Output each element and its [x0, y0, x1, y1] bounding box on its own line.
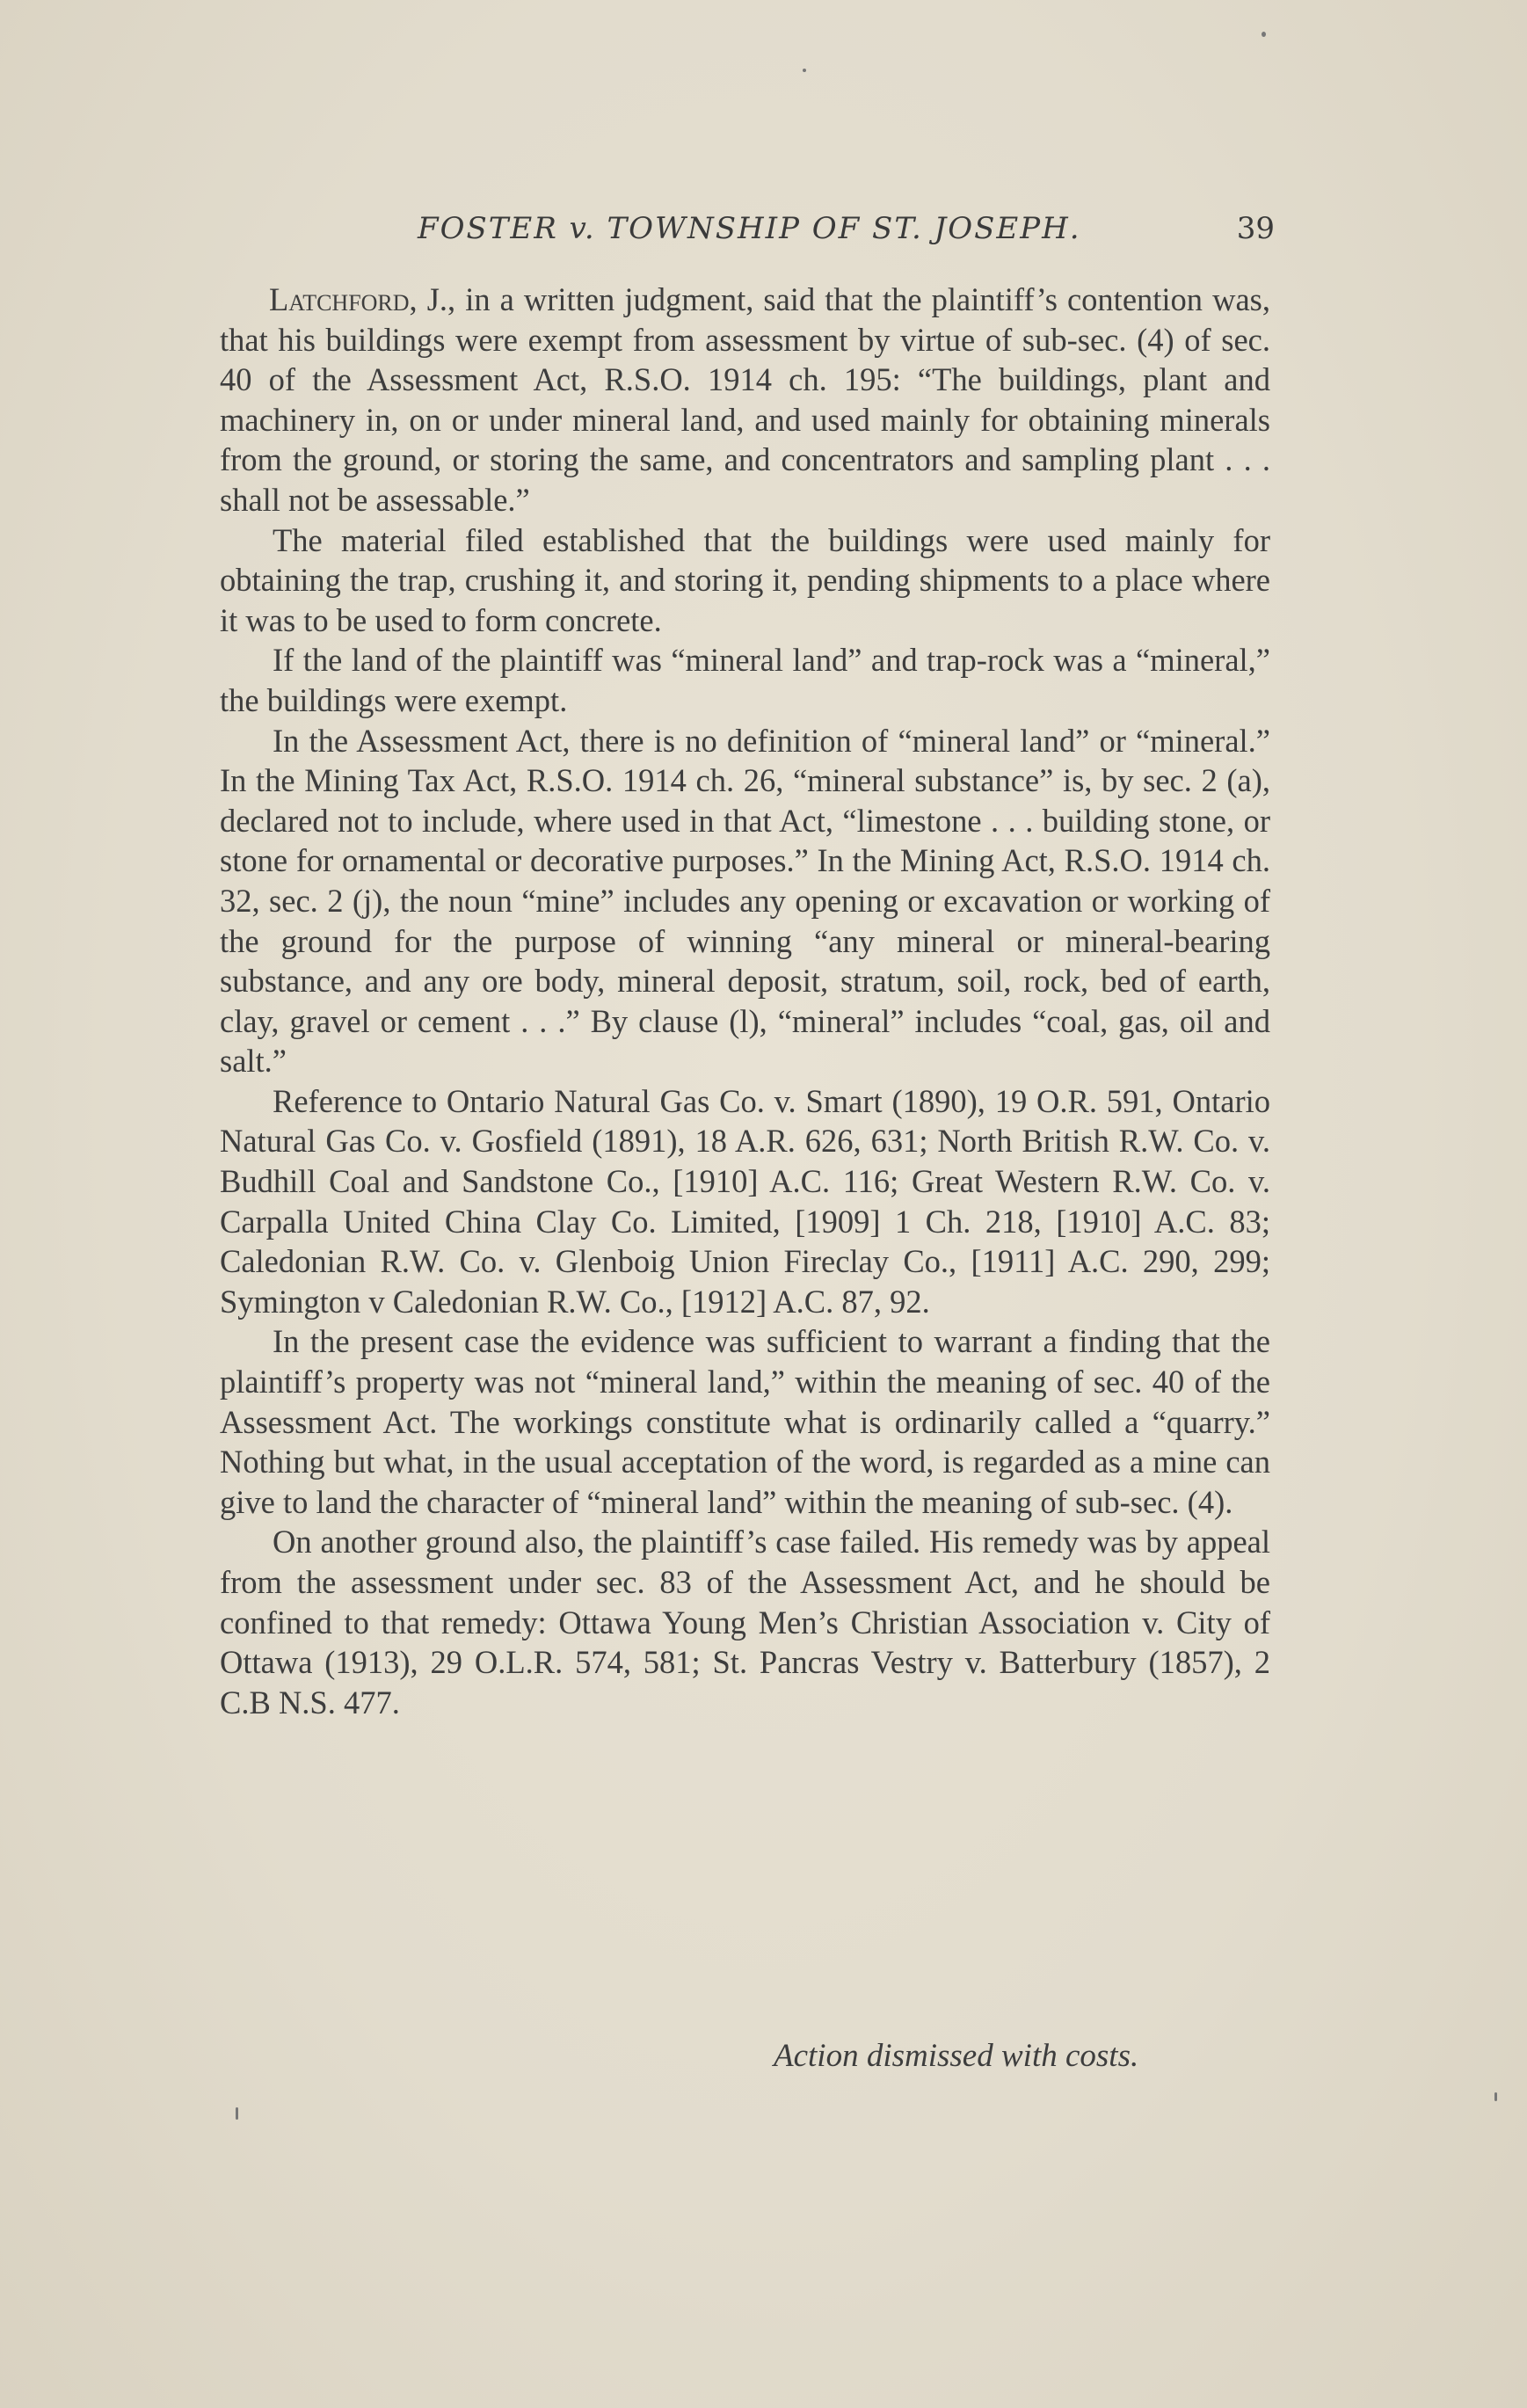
paper-speck — [1262, 32, 1266, 37]
judgment-text — [220, 280, 1270, 1722]
page-number: 39 — [1236, 211, 1275, 246]
running-head: FOSTER v. TOWNSHIP OF ST. JOSEPH. — [418, 211, 1081, 246]
judge-name: Latchford — [269, 281, 410, 317]
paragraph-5: Reference to Ontario Natural Gas Co. v. Smart (1890), 19 O.R. 591, Ontario Natural Gas Co. v. Gosfield (1891), 18 A.R. 626, 631; North British R.W. Co. v. Budhill Coal and Sandstone Co., [1910] A.C. 116; Great Western R.W. Co. v. Carpalla United China Clay Co. Limited, [1909] 1 Ch. 218, [1910] A.C. 83; Caledonian R.W. Co. v. Glenboig Union Fireclay Co., [1911] A.C. 290, 299; Symington v Caledonian R.W. Co., [1912] A.C. 87, 92. — [220, 1082, 1270, 1320]
paper-speck — [803, 69, 806, 72]
paragraph-7: On another ground also, the plaintiff’s case failed. His remedy was by appeal from the assessment under sec. 83 of the Assessment Act, and he should be confined to that remedy: Ottawa Young Men’s Christian Association v. City of Ottawa (1913), 29 O.L.R. 574, 581; St. Pancras Vestry v. Batterbury (1857), 2 C.B N.S. 477. — [220, 1524, 1270, 1721]
paragraph-1-text: , J., in a written judgment, said that the plaintiff’s contention was, that his buildings were exempt from assessment by virtue of sub-sec. (4) of sec. 40 of the Assessment Act, R.S.O. 1914 ch. 195: “The buildings, plant and machinery in, on or under mineral land, and used mainly for obtaining minerals from the ground, or storing the same, and concentrators and sampling plant . . . shall not be assessable.” — [220, 281, 1270, 518]
paragraph-3: If the land of the plaintiff was “mineral land” and trap-rock was a “mineral,” the buildings were exempt. — [220, 642, 1270, 718]
paragraph-1 — [220, 280, 1270, 520]
paragraph-2: The material filed established that the buildings were used mainly for obtaining the trap, crushing it, and storing it, pending shipments to a place where it was to be used to form concrete. — [220, 521, 1270, 638]
paragraph-4: In the Assessment Act, there is no definition of “mineral land” or “mineral.” In the Mining Tax Act, R.S.O. 1914 ch. 26, “mineral substance” is, by sec. 2 (a), declared not to include, where used in that Act, “limestone . . . building stone, or stone for ornamental or decorative purposes.” In the Mining Act, R.S.O. 1914 ch. 32, sec. 2 (j), the noun “mine” includes any opening or excavation or working of the ground for the purpose of winning “any mineral or mineral-bearing substance, and any ore body, mineral deposit, stratum, soil, rock, bed of earth, clay, gravel or cement . . .” By clause (l), “mineral” includes “coal, gas, oil and salt.” — [220, 722, 1270, 1080]
paragraph-6: In the present case the evidence was sufficient to warrant a finding that the plaintiff’s property was not “mineral land,” within the meaning of sec. 40 of the Assessment Act. The workings constitute what is ordinarily called a “quarry.” Nothing but what, in the usual acceptation of the word, is regarded as a mine can give to land the character of “mineral land” within the meaning of sub-sec. (4). — [220, 1323, 1270, 1520]
paper-speck — [1494, 2092, 1497, 2101]
page-header — [220, 211, 1275, 264]
paper-speck — [236, 2107, 238, 2120]
disposition-line: Action dismissed with costs. — [774, 2038, 1139, 2074]
